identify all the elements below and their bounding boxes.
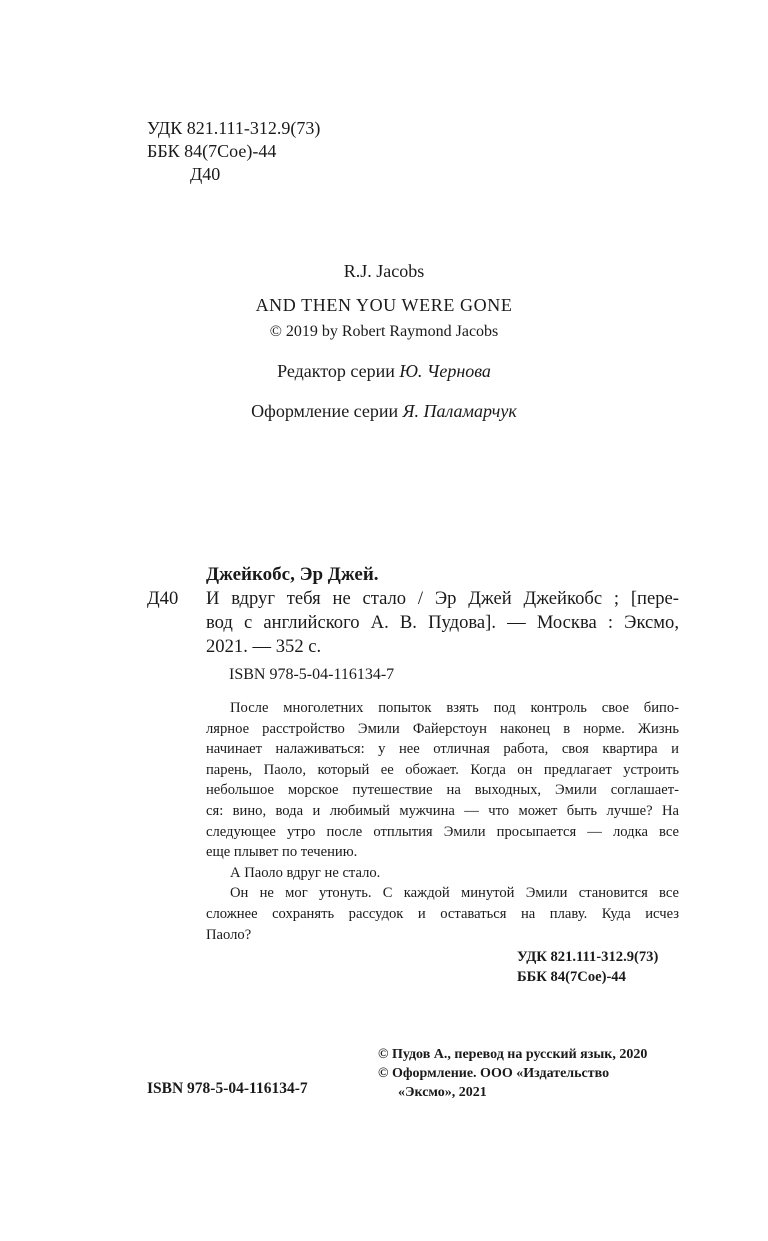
series-design-label: Оформление серии <box>251 401 399 421</box>
annotation-line: Паоло? <box>206 926 252 943</box>
series-editor-name: Ю. Чернова <box>399 361 491 381</box>
annotation-line: А Паоло вдруг не стало. <box>230 864 381 881</box>
series-design <box>0 401 768 422</box>
original-author: R.J. Jacobs <box>343 261 425 281</box>
annotation-line: сложнее сохранять рассудок и оставаться на плаву. Куда исчез <box>206 905 679 922</box>
bbk-code-bottom: ББК 84(7Сое)-44 <box>517 969 626 985</box>
annotation-line: ся: вино, вода и любимый мужчина — что может быть лучше? На <box>206 802 679 819</box>
annotation-line: начинает налаживаться: у нее отличная работа, своя квартира и <box>206 741 679 758</box>
annotation-line: Он не мог утонуть. С каждой минутой Эмили становится все <box>230 885 679 902</box>
isbn-bottom: ISBN 978-5-04-116134-7 <box>147 1080 308 1097</box>
record-description <box>206 587 679 659</box>
record-line-1: И вдруг тебя не стало / Эр Джей Джейкобс ; [пере- <box>206 588 679 609</box>
series-editor-label: Редактор серии <box>277 361 395 381</box>
copyright-design: © Оформление. ООО «Издательство <box>378 1066 610 1081</box>
series-editor <box>0 361 768 382</box>
record-isbn: ISBN 978-5-04-116134-7 <box>229 666 395 683</box>
record-author-heading: Джейкобс, Эр Джей. <box>206 564 379 585</box>
udk-code-top: УДК 821.111-312.9(73) <box>147 118 321 138</box>
annotation-line: парень, Паоло, который ее обожает. Когда он предлагает устроить <box>206 761 679 778</box>
annotation-line: лярное расстройство Эмили Файерстоун наконец в норме. Жизнь <box>206 720 679 737</box>
annotation-line: еще плывет по течению. <box>206 844 358 861</box>
record-line-3: 2021. — 352 с. <box>206 636 322 657</box>
original-copyright: © 2019 by Robert Raymond Jacobs <box>269 323 499 340</box>
series-design-name: Я. Паламарчук <box>402 401 517 421</box>
annotation <box>206 698 679 945</box>
bbk-code-top: ББК 84(7Сое)-44 <box>147 141 277 161</box>
record-mark: Д40 <box>147 588 179 609</box>
copyright-publisher: «Эксмо», 2021 <box>398 1085 487 1100</box>
original-title: AND THEN YOU WERE GONE <box>255 295 513 315</box>
annotation-line: небольшое морское путешествие на выходных, Эмили соглашает- <box>206 782 679 799</box>
author-mark-top: Д40 <box>190 164 221 184</box>
udk-code-bottom: УДК 821.111-312.9(73) <box>517 949 659 965</box>
annotation-line: следующее утро после отплытия Эмили просыпается — лодка все <box>206 823 679 840</box>
record-line-2: вод с английского А. В. Пудова]. — Москва : Эксмо, <box>206 612 679 633</box>
annotation-line: После многолетних попыток взять под контроль свое бипо- <box>230 700 679 716</box>
copyright-translation: © Пудов А., перевод на русский язык, 2020 <box>378 1047 648 1062</box>
